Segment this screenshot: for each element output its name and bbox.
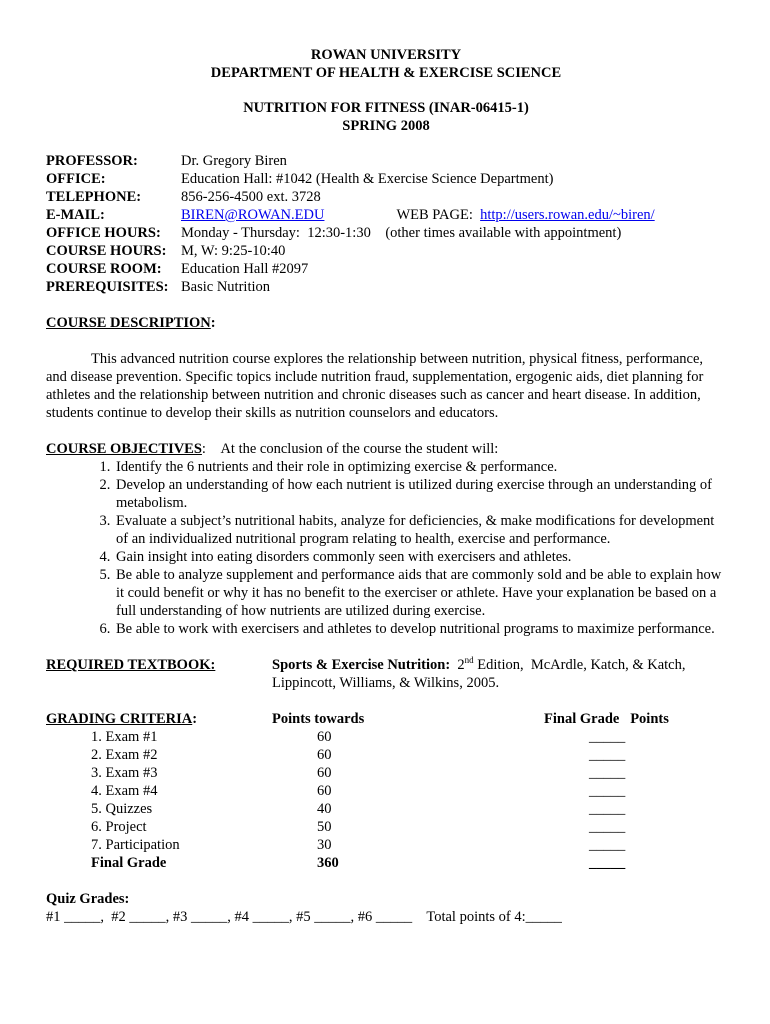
telephone-label: TELEPHONE: <box>46 189 142 205</box>
grade-blank: _____ <box>589 801 626 817</box>
quiz-grades-line: #1 _____, #2 _____, #3 _____, #4 _____, #5 _____, #6 _____ Total points of 4:_____ <box>46 909 562 925</box>
university-name: ROWAN UNIVERSITY <box>310 47 462 63</box>
info-row-email <box>46 206 726 224</box>
department-name: DEPARTMENT OF HEALTH & EXERCISE SCIENCE <box>210 65 562 81</box>
grading-row-exam-3 <box>46 764 726 782</box>
textbook-publisher: Lippincott, Williams, & Wilkins, 2005. <box>272 675 500 691</box>
objective-item: 4. Gain insight into eating disorders commonly seen with exercisers and athletes. <box>114 548 726 566</box>
prerequisites-label: PREREQUISITES: <box>46 279 169 295</box>
grading-row-exam-2 <box>46 746 726 764</box>
final-grade-label: Final Grade <box>91 855 167 871</box>
grading-header-row: GRADING CRITERIA: Points towards Final Grade Points <box>46 710 726 728</box>
objectives-list <box>46 458 726 638</box>
course-title: NUTRITION FOR FITNESS (INAR-06415-1) <box>243 100 529 116</box>
grade-blank: _____ <box>589 729 626 745</box>
course-hours-value: M, W: 9:25-10:40 <box>181 243 286 259</box>
final-grade-header: Final Grade Points <box>544 711 669 727</box>
course-objectives-heading: COURSE OBJECTIVES <box>46 441 202 457</box>
course-term: SPRING 2008 <box>342 118 430 134</box>
grading-item-label: 6. Project <box>91 819 147 835</box>
course-objectives-intro: At the conclusion of the course the student will: <box>220 441 499 457</box>
grading-row-total <box>46 854 726 872</box>
email-webpage-value <box>181 206 726 224</box>
office-value: Education Hall: #1042 (Health & Exercise Science Department) <box>181 171 554 187</box>
points-towards-header: Points towards <box>272 711 365 727</box>
course-room-value: Education Hall #2097 <box>181 261 309 277</box>
objective-item: 5. Be able to analyze supplement and performance aids that are commonly sold and be able to explain how it could benefit or why it has no benefit to the exerciser or athlete. Have your explanation be based on a full understanding of how nutrients are utilized during exercise. <box>114 566 726 620</box>
grading-row-quizzes <box>46 800 726 818</box>
telephone-value: 856-256-4500 ext. 3728 <box>181 189 321 205</box>
grading-item-label: 5. Quizzes <box>91 801 153 817</box>
grading-heading: GRADING CRITERIA <box>46 711 193 727</box>
grading-row-exam-4 <box>46 782 726 800</box>
header-block <box>46 46 726 82</box>
office-label: OFFICE: <box>46 171 106 187</box>
textbook-edition-rest: Edition, McArdle, Katch, & Katch, <box>473 657 686 673</box>
grading-item-label: 4. Exam #4 <box>91 783 158 799</box>
grading-item-points: 60 <box>317 729 332 745</box>
course-room-label: COURSE ROOM: <box>46 261 162 277</box>
course-description-text: This advanced nutrition course explores the relationship between nutrition, physical fitness, performance, and disease prevention. Specific topics include nutrition fraud, supplementation, ergogenic aids, diet planning for athletes and the relationship between nutrition and chronic diseases such as cancer and heart disease. In addition, students continue to develop their skills as nutrition counselors and educators. <box>46 351 704 421</box>
email-link[interactable]: BIREN@ROWAN.EDU <box>181 207 325 223</box>
grading-item-points: 40 <box>317 801 332 817</box>
grading-item-points: 60 <box>317 747 332 763</box>
objective-item: 6. Be able to work with exercisers and athletes to develop nutritional programs to maximize performance. <box>114 620 726 638</box>
info-row-office-hours <box>46 224 726 242</box>
grading-item-label: 3. Exam #3 <box>91 765 158 781</box>
course-hours-label: COURSE HOURS: <box>46 243 167 259</box>
grading-row-participation <box>46 836 726 854</box>
quiz-grades-heading: Quiz Grades: <box>46 891 130 907</box>
grading-item-label: 1. Exam #1 <box>91 729 158 745</box>
textbook-title: Sports & Exercise Nutrition: <box>272 657 451 673</box>
course-info <box>46 152 726 296</box>
final-grade-points: 360 <box>317 855 339 871</box>
grading-item-points: 60 <box>317 765 332 781</box>
grading-row-project <box>46 818 726 836</box>
objective-item: 2. Develop an understanding of how each nutrient is utilized during exercise through an understanding of metabolism. <box>114 476 726 512</box>
grade-blank: _____ <box>589 819 626 835</box>
prerequisites-value: Basic Nutrition <box>181 279 271 295</box>
textbook-heading: REQUIRED TEXTBOOK: <box>46 657 216 673</box>
grading-row-exam-1 <box>46 728 726 746</box>
info-row-course-hours <box>46 242 726 260</box>
grade-blank: _____ <box>589 783 626 799</box>
textbook-edition-sup: nd <box>464 655 474 666</box>
grading-item-label: 7. Participation <box>91 837 180 853</box>
office-hours-value: Monday - Thursday: 12:30-1:30 (other times available with appointment) <box>181 225 622 241</box>
professor-label: PROFESSOR: <box>46 153 138 169</box>
webpage-label: WEB PAGE: <box>396 207 473 223</box>
objective-item: 3. Evaluate a subject’s nutritional habits, analyze for deficiencies, & make modifications for development of an individualized nutritional program relating to health, exercise and performance. <box>114 512 726 548</box>
grading-item-points: 60 <box>317 783 332 799</box>
info-row-professor <box>46 152 726 170</box>
info-row-course-room <box>46 260 726 278</box>
grading-item-points: 30 <box>317 837 332 853</box>
textbook-edition-num: 2 <box>457 657 465 673</box>
grade-blank: _____ <box>589 747 626 763</box>
grading-item-label: 2. Exam #2 <box>91 747 158 763</box>
objective-item: 1. Identify the 6 nutrients and their role in optimizing exercise & performance. <box>114 458 726 476</box>
grading-item-points: 50 <box>317 819 332 835</box>
info-row-prerequisites <box>46 278 726 296</box>
grade-blank: _____ <box>589 765 626 781</box>
course-description-section: COURSE DESCRIPTION: This advanced nutrition course explores the relationship between nutrition, physical fitness, performance, and disease prevention. Specific topics include nutrition fraud, supplementation, ergogenic aids, diet planning for athletes and the relationship between nutrition and chronic diseases such as cancer and heart disease. In addition, students continue to develop their skills as nutrition counselors and educators. <box>46 314 726 422</box>
info-row-telephone <box>46 188 726 206</box>
course-objectives-section: COURSE OBJECTIVES: At the conclusion of the course the student will: 1. Identify the 6 nutrients and their role in optimizing exercise & performance. 2. Develop an understanding of how each nutrient is utilized during exercise through an understanding of metabolism. 3. Evaluate a subject’s nutritional habits, analyze for deficiencies, & make modifications for development of an individualized nutritional program relating to health, exercise and performance. 4. Gain insight into eating disorders commonly seen with exercisers and athletes. 5. Be able to analyze supplement and performance aids that are commonly sold and be able to explain how it could benefit or why it has no benefit to the exerciser or athlete. Have your explanation be based on a full understanding of how nutrients are utilized during exercise. 6. Be able to work with exercisers and athletes to develop nutritional programs to maximize performance. <box>46 440 726 638</box>
course-description-heading: COURSE DESCRIPTION <box>46 315 211 331</box>
info-row-office <box>46 170 726 188</box>
quiz-grades-section <box>46 890 726 926</box>
grading-criteria-table <box>46 710 726 872</box>
email-label: E-MAIL: <box>46 207 105 223</box>
syllabus-page <box>46 46 726 926</box>
grade-blank: _____ <box>589 837 626 853</box>
webpage-link[interactable]: http://users.rowan.edu/~biren/ <box>480 207 655 223</box>
textbook-section <box>46 656 726 692</box>
professor-value: Dr. Gregory Biren <box>181 153 287 169</box>
office-hours-label: OFFICE HOURS: <box>46 225 161 241</box>
final-grade-blank: _____ <box>589 855 626 871</box>
course-title-block <box>46 99 726 135</box>
